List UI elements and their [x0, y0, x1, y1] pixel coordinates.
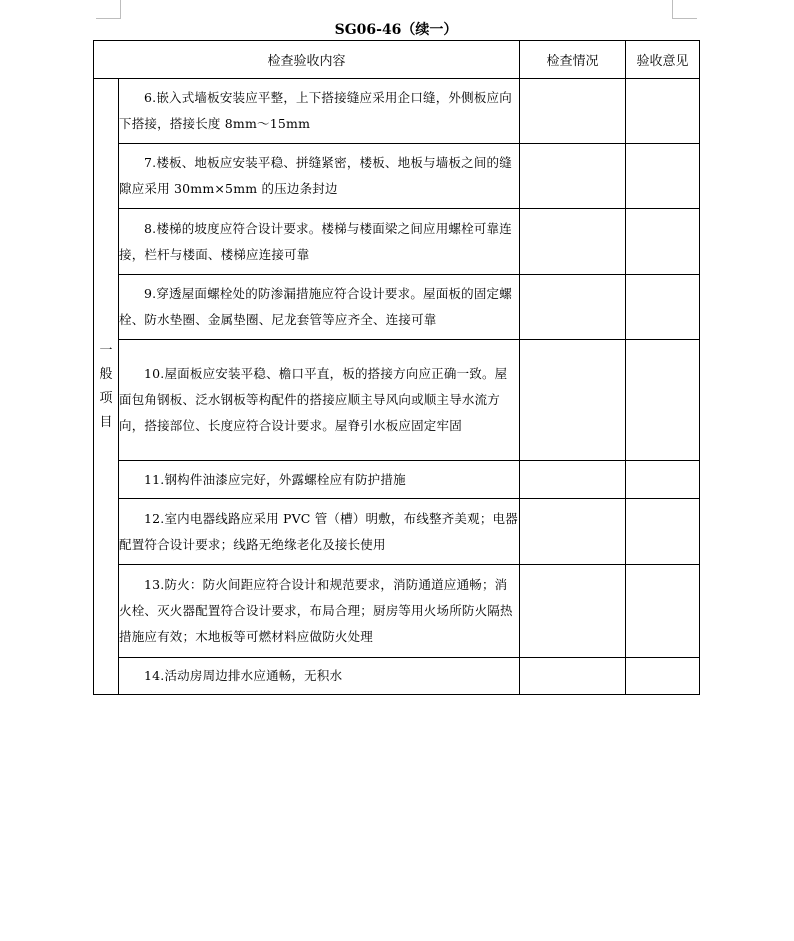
header-check: 检查情况	[520, 41, 626, 79]
table-row	[94, 144, 700, 209]
item-text: 7.楼板、地板应安装平稳、拼缝紧密，楼板、地板与墙板之间的缝隙应采用 30mm×5mm 的压边条封边	[119, 144, 520, 209]
item-text: 8.楼梯的坡度应符合设计要求。楼梯与楼面梁之间应用螺栓可靠连接，栏杆与楼面、楼梯应连接可靠	[119, 209, 520, 275]
header-row	[94, 41, 700, 79]
check-cell[interactable]	[520, 499, 626, 565]
category-char: 一	[99, 342, 113, 358]
form-title: SG06-46（续一）	[334, 22, 458, 38]
table-row	[94, 275, 700, 340]
check-cell[interactable]	[520, 658, 626, 695]
item-text: 9.穿透屋面螺栓处的防渗漏措施应符合设计要求。屋面板的固定螺栓、防水垫圈、金属垫圈、尼龙套管等应齐全、连接可靠	[119, 275, 520, 340]
check-cell[interactable]	[520, 340, 626, 461]
opinion-cell[interactable]	[626, 658, 700, 695]
table-row	[94, 209, 700, 275]
opinion-cell[interactable]	[626, 209, 700, 275]
inspection-table	[93, 40, 700, 695]
check-cell[interactable]	[520, 79, 626, 144]
item-text: 12.室内电器线路应采用 PVC 管（槽）明敷，布线整齐美观；电器配置符合设计要求；线路无绝缘老化及接长使用	[119, 499, 520, 565]
check-cell[interactable]	[520, 144, 626, 209]
opinion-cell[interactable]	[626, 79, 700, 144]
table-row	[94, 79, 700, 144]
crop-mark-left	[96, 0, 121, 19]
table-row	[94, 658, 700, 695]
item-text: 11.钢构件油漆应完好，外露螺栓应有防护措施	[119, 461, 520, 499]
category-char: 目	[99, 414, 113, 430]
opinion-cell[interactable]	[626, 461, 700, 499]
table-row	[94, 461, 700, 499]
category-cell	[94, 79, 119, 695]
table-row	[94, 565, 700, 658]
check-cell[interactable]	[520, 565, 626, 658]
category-char: 般	[99, 366, 113, 382]
item-text: 13.防火：防火间距应符合设计和规范要求，消防通道应通畅；消火栓、灭火器配置符合设计要求，布局合理；厨房等用火场所防火隔热措施应有效；木地板等可燃材料应做防火处理	[119, 565, 520, 658]
table-row	[94, 499, 700, 565]
opinion-cell[interactable]	[626, 275, 700, 340]
check-cell[interactable]	[520, 209, 626, 275]
check-cell[interactable]	[520, 461, 626, 499]
opinion-cell[interactable]	[626, 565, 700, 658]
check-cell[interactable]	[520, 275, 626, 340]
category-char: 项	[99, 390, 113, 406]
header-opinion: 验收意见	[626, 41, 700, 79]
table-row	[94, 340, 700, 461]
item-text: 14.活动房周边排水应通畅，无积水	[119, 658, 520, 695]
opinion-cell[interactable]	[626, 499, 700, 565]
header-content: 检查验收内容	[94, 41, 520, 79]
opinion-cell[interactable]	[626, 340, 700, 461]
item-text: 6.嵌入式墙板安装应平整，上下搭接缝应采用企口缝，外侧板应向下搭接，搭接长度 8mm～15mm	[119, 79, 520, 144]
item-text: 10.屋面板应安装平稳、檐口平直，板的搭接方向应正确一致。屋面包角钢板、泛水钢板等构配件的搭接应顺主导风向或顺主导水流方向，搭接部位、长度应符合设计要求。屋脊引水板应固定牢固	[119, 340, 520, 461]
crop-mark-right	[672, 0, 697, 19]
opinion-cell[interactable]	[626, 144, 700, 209]
